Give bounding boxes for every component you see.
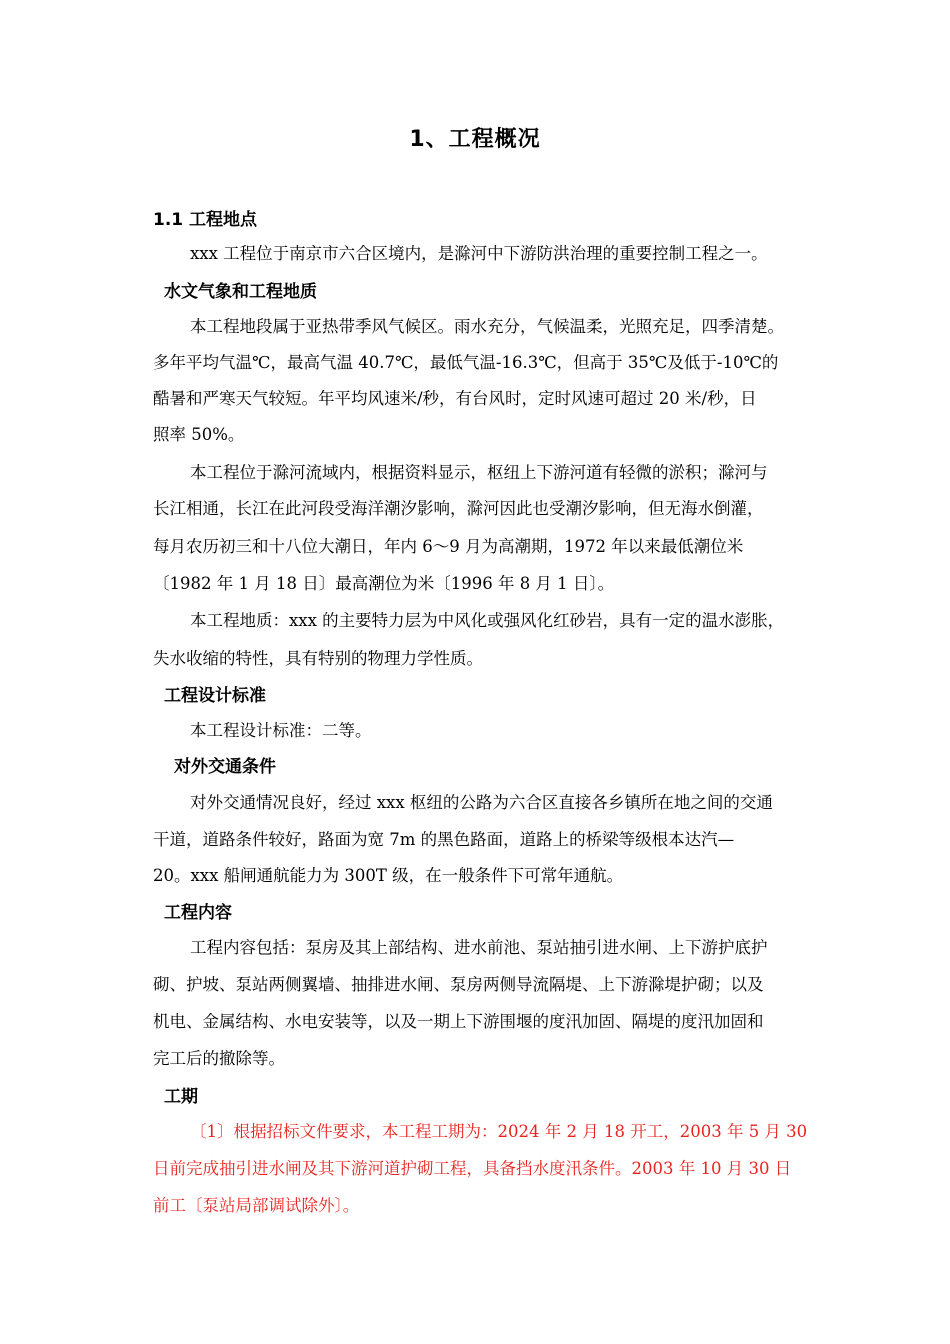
text-line: 本工程设计标准：二等。 bbox=[190, 721, 372, 740]
text-line: 完工后的撤除等。 bbox=[153, 1049, 285, 1068]
heading-location: 1.1 工程地点 bbox=[153, 210, 258, 230]
schedule-line: 日前完成抽引进水闸及其下游河道护砌工程，具备挡水度汛条件。2003 年 10 月 30 日 bbox=[153, 1159, 792, 1178]
heading-design-standard: 工程设计标准 bbox=[164, 686, 266, 706]
text-line: 多年平均气温℃，最高气温 40.7℃，最低气温-16.3℃，但高于 35℃及低于-10℃的 bbox=[153, 353, 779, 372]
heading-content: 工程内容 bbox=[164, 903, 232, 923]
text-line: 长江相通，长江在此河段受海洋潮汐影响，滁河因此也受潮汐影响，但无海水倒灌， bbox=[153, 499, 764, 518]
text-line: 失水收缩的特性，具有特别的物理力学性质。 bbox=[153, 649, 483, 668]
text-line: 酷暑和严寒天气较短。年平均风速米/秒，有台风时，定时风速可超过 20 米/秒，日 bbox=[153, 389, 757, 408]
text-line: 20。xxx 船闸通航能力为 300T 级，在一般条件下可常年通航。 bbox=[153, 866, 624, 885]
schedule-line: 前工〔泵站局部调试除外〕。 bbox=[153, 1196, 360, 1215]
text-line: 机电、金属结构、水电安装等，以及一期上下游围堰的度汛加固、隔堤的度汛加固和 bbox=[153, 1012, 764, 1031]
heading-hydrology: 水文气象和工程地质 bbox=[164, 282, 317, 302]
heading-schedule: 工期 bbox=[164, 1087, 198, 1107]
text-line: 每月农历初三和十八位大潮日，年内 6～9 月为高潮期，1972 年以来最低潮位米 bbox=[153, 537, 744, 556]
page-title: 1、工程概况 bbox=[409, 127, 541, 152]
text-line: xxx 工程位于南京市六合区境内，是滁河中下游防洪治理的重要控制工程之一。 bbox=[190, 244, 768, 263]
text-line: 对外交通情况良好，经过 xxx 枢纽的公路为六合区直接各乡镇所在地之间的交通 bbox=[190, 793, 773, 812]
schedule-line: 〔1〕根据招标文件要求，本工程工期为：2024 年 2 月 18 开工，2003 年 5 月 30 bbox=[190, 1122, 808, 1141]
text-line: 干道，道路条件较好，路面为宽 7m 的黑色路面，道路上的桥梁等级根本达汽— bbox=[153, 830, 735, 849]
heading-traffic: 对外交通条件 bbox=[174, 757, 276, 777]
text-line: 砌、护坡、泵站两侧翼墙、抽排进水闸、泵房两侧导流隔堤、上下游滁堤护砌；以及 bbox=[153, 975, 764, 994]
text-line: 工程内容包括：泵房及其上部结构、进水前池、泵站抽引进水闸、上下游护底护 bbox=[190, 938, 768, 957]
text-line: 本工程地段属于亚热带季风气候区。雨水充分，气候温柔，光照充足，四季清楚。 bbox=[190, 317, 784, 336]
text-line: 本工程位于滁河流域内，根据资料显示，枢纽上下游河道有轻微的淤积；滁河与 bbox=[190, 463, 768, 482]
text-line: 本工程地质：xxx 的主要特力层为中风化或强风化红砂岩，具有一定的温水澎胀， bbox=[190, 611, 785, 630]
text-line: 照率 50%。 bbox=[153, 425, 245, 444]
text-line: 〔1982 年 1 月 18 日〕最高潮位为米〔1996 年 8 月 1 日〕。 bbox=[153, 574, 615, 593]
